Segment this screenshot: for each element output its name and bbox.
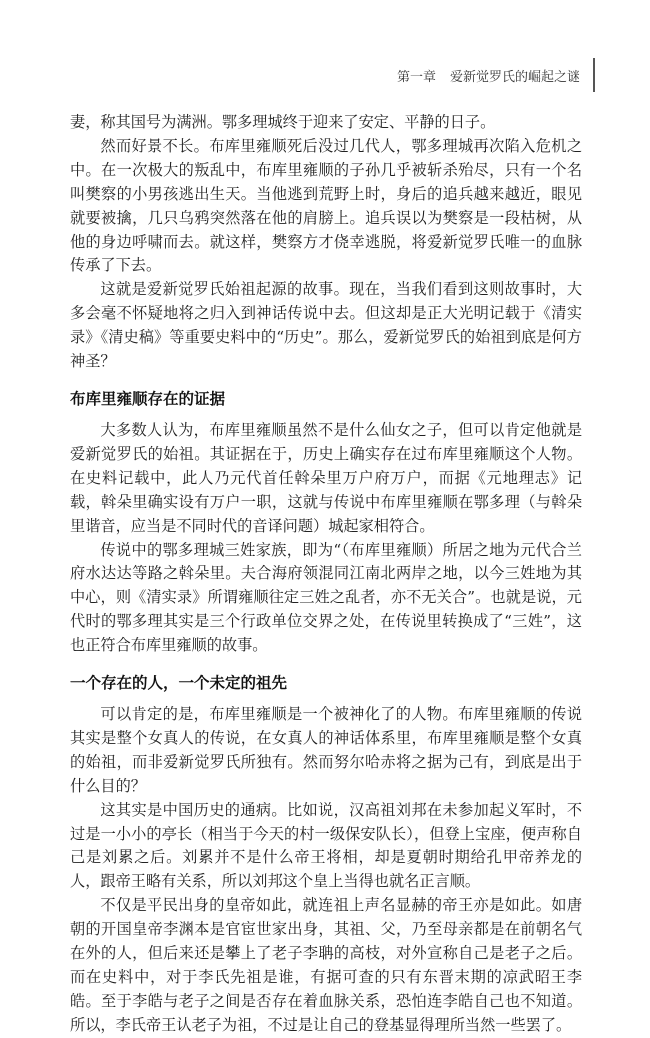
paragraph: 传说中的鄂多理城三姓家族，即为“（布库里雍顺）所居之地为元代合兰府水达达等路之斡朵里。夫合海府领混同江南北两岸之地，以今三姓地为其中心，则《清实录》所谓雍顺往定三姓之乱者，亦不无关合”。也就是说，元代时的鄂多理其实是三个行政单位交界之处，在传说里转换成了“三姓”，这也正符合布库里雍顺的故事。 bbox=[70, 540, 582, 655]
paragraph: 可以肯定的是，布库里雍顺是一个被神化了的人物。布库里雍顺的传说其实是整个女真人的传说，在女真人的神话体系里，布库里雍顺是整个女真的始祖，而非爱新觉罗氏所独有。然而努尔哈赤将之据为己有，到底是出于什么目的？ bbox=[70, 705, 582, 795]
header-divider bbox=[593, 58, 595, 92]
paragraph: 这就是爱新觉罗氏始祖起源的故事。现在，当我们看到这则故事时，大多会毫不怀疑地将之归入到神话传说中去。但这却是正大光明记载于《清实录》《清史稿》等重要史料中的“历史”。那么，爱新觉罗氏的始祖到底是何方神圣？ bbox=[70, 280, 582, 371]
chapter-number: 第一章 bbox=[396, 69, 436, 85]
section-heading-evidence: 布库里雍顺存在的证据 bbox=[70, 389, 226, 408]
paragraph: 不仅是平民出身的皇帝如此，就连祖上声名显赫的帝王亦是如此。如唐朝的开国皇帝李渊本是官宦世家出身，其祖、父，乃至母亲都是在前朝名气在外的人，但后来还是攀上了老子李聃的高枝，对外宣称自己是老子之后。而在史料中，对于李氏先祖是谁，有据可查的只有东晋末期的凉武昭王李皓。至于李皓与老子之间是否存在着血脉关系，恐怕连李皓自己也不知道。所以，李氏帝王认老子为祖，不过是让自己的登基显得理所当然一些罢了。 bbox=[70, 896, 582, 1034]
section-heading-ancestor: 一个存在的人，一个未定的祖先 bbox=[70, 674, 288, 693]
running-header bbox=[397, 64, 580, 86]
paragraph: 大多数人认为，布库里雍顺虽然不是什么仙女之子，但可以肯定他就是爱新觉罗氏的始祖。其证据在于，历史上确实存在过布库里雍顺这个人物。在史料记载中，此人乃元代首任斡朵里万户府万户，而据《元地理志》记载，斡朵里确实设有万户一职，这就与传说中布库里雍顺在鄂多理（与斡朵里谐音，应当是不同时代的音译问题）城起家相符合。 bbox=[70, 420, 582, 535]
paragraph-continued: 妻，称其国号为满洲。鄂多理城终于迎来了安定、平静的日子。 bbox=[70, 113, 496, 131]
paragraph: 然而好景不长。布库里雍顺死后没过几代人，鄂多理城再次陷入危机之中。在一次极大的叛乱中，布库里雍顺的子孙几乎被斩杀殆尽，只有一个名叫樊察的小男孩逃出生天。当他逃到荒野上时，身后的追兵越来越近，眼见就要被擒，几只乌鸦突然落在他的肩膀上。追兵误以为樊察是一段枯树，从他的身边呼啸而去。就这样，樊察方才侥幸逃脱，将爱新觉罗氏唯一的血脉传承了下去。 bbox=[70, 136, 582, 275]
page-body bbox=[70, 111, 582, 1038]
chapter-title: 爱新觉罗氏的崛起之谜 bbox=[449, 69, 580, 85]
paragraph: 这其实是中国历史的通病。比如说，汉高祖刘邦在未参加起义军时，不过是一小小的亭长（相当于今天的村一级保安队长），但登上宝座，便声称自己是刘累之后。刘累并不是什么帝王将相，却是夏朝时期给孔甲帝养龙的人，跟帝王略有关系，所以刘邦这个皇上当得也就名正言顺。 bbox=[70, 800, 582, 891]
